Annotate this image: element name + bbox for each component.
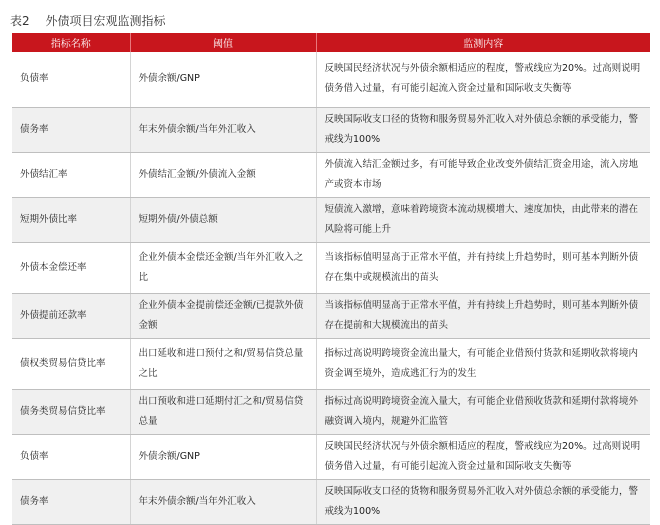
monitoring-content-cell: 外债流入结汇金额过多，有可能导致企业改变外债结汇资金用途，流入房地产或资本市场 xyxy=(316,152,650,197)
caption-title: 外债项目宏观监测指标 xyxy=(45,14,166,28)
indicator-name-cell: 债务率 xyxy=(12,107,130,152)
threshold-cell: 企业外债本金偿还金额/当年外汇收入之比 xyxy=(130,242,316,293)
indicator-name-cell: 短期外债比率 xyxy=(12,197,130,242)
header-indicator-name: 指标名称 xyxy=(12,33,130,52)
table-row xyxy=(12,242,650,293)
table-row xyxy=(12,479,650,524)
caption-number: 表2 xyxy=(10,14,30,28)
table-row xyxy=(12,293,650,338)
monitoring-content-cell: 指标过高说明跨境资金流出量大，有可能企业借预付货款和延期收款将境内资金调至境外，造成逃汇行为的发生 xyxy=(316,338,650,389)
table-caption xyxy=(10,12,165,29)
monitoring-content-cell: 当该指标值明显高于正常水平值，并有持续上升趋势时，则可基本判断外债存在集中或规模流出的苗头 xyxy=(316,242,650,293)
table-row xyxy=(12,152,650,197)
indicator-name-cell: 外债结汇率 xyxy=(12,152,130,197)
header-monitoring-content: 监测内容 xyxy=(316,33,650,52)
threshold-cell: 出口延收和进口预付之和/贸易信贷总量之比 xyxy=(130,338,316,389)
threshold-cell: 企业外债本金提前偿还金额/已提款外债金额 xyxy=(130,293,316,338)
threshold-cell: 年末外债余额/当年外汇收入 xyxy=(130,479,316,524)
monitoring-content-cell: 反映国民经济状况与外债余额相适应的程度，警戒线应为20%。过高则说明债务借入过量，有可能引起流入资金过量和国际收支失衡等 xyxy=(316,434,650,479)
indicator-name-cell: 债务率 xyxy=(12,479,130,524)
monitoring-indicators-table xyxy=(12,33,650,525)
indicator-name-cell: 债权类贸易信贷比率 xyxy=(12,338,130,389)
table-row xyxy=(12,197,650,242)
monitoring-content-cell: 反映国际收支口径的货物和服务贸易外汇收入对外债总余额的承受能力，警戒线为100% xyxy=(316,107,650,152)
monitoring-content-cell: 反映国际收支口径的货物和服务贸易外汇收入对外债总余额的承受能力，警戒线为100% xyxy=(316,479,650,524)
threshold-cell: 年末外债余额/当年外汇收入 xyxy=(130,107,316,152)
table-row xyxy=(12,434,650,479)
monitoring-content-cell: 反映国民经济状况与外债余额相适应的程度，警戒线应为20%。过高则说明债务借入过量，有可能引起流入资金过量和国际收支失衡等 xyxy=(316,52,650,107)
monitoring-content-cell: 短债流入激增，意味着跨境资本流动规模增大、速度加快，由此带来的潜在风险将可能上升 xyxy=(316,197,650,242)
indicator-name-cell: 负债率 xyxy=(12,434,130,479)
monitoring-content-cell: 指标过高说明跨境资金流入量大，有可能企业借预收货款和延期付款将境外融资调入境内，规避外汇监管 xyxy=(316,389,650,434)
indicator-name-cell: 外债提前还款率 xyxy=(12,293,130,338)
threshold-cell: 外债结汇金额/外债流入金额 xyxy=(130,152,316,197)
indicator-name-cell: 债务类贸易信贷比率 xyxy=(12,389,130,434)
threshold-cell: 外债余额/GNP xyxy=(130,52,316,107)
indicator-name-cell: 外债本金偿还率 xyxy=(12,242,130,293)
indicator-name-cell: 负债率 xyxy=(12,52,130,107)
table-row xyxy=(12,107,650,152)
table-row xyxy=(12,52,650,107)
table-row xyxy=(12,389,650,434)
monitoring-content-cell: 当该指标值明显高于正常水平值，并有持续上升趋势时，则可基本判断外债存在提前和大规模流出的苗头 xyxy=(316,293,650,338)
table-row xyxy=(12,338,650,389)
threshold-cell: 短期外债/外债总额 xyxy=(130,197,316,242)
threshold-cell: 出口预收和进口延期付汇之和/贸易信贷总量 xyxy=(130,389,316,434)
table-header-row xyxy=(12,33,650,52)
header-threshold: 阈值 xyxy=(130,33,316,52)
threshold-cell: 外债余额/GNP xyxy=(130,434,316,479)
